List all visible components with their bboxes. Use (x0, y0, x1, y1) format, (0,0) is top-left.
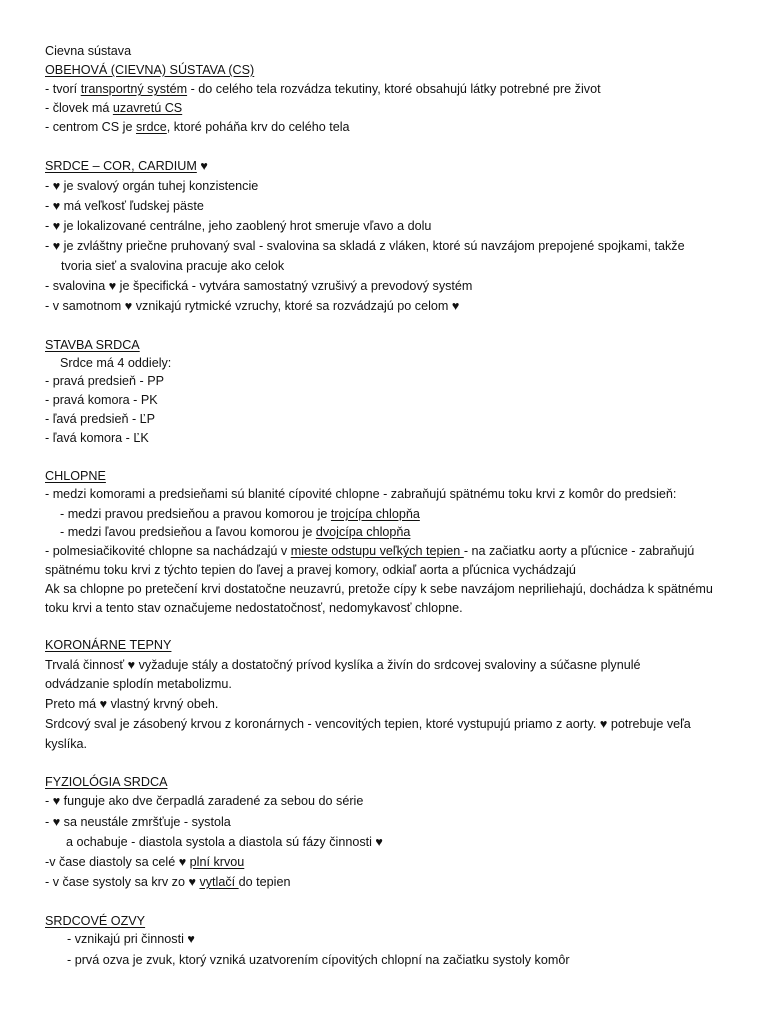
text-line: - prvá ozva je zvuk, ktorý vzniká uzatvorením cípovitých chlopní na začiatku systoly komôr (67, 953, 570, 967)
text-line: - ♥ funguje ako dve čerpadlá zaradené za sebou do série (45, 794, 364, 808)
text-line: Srdcový sval je zásobený krvou z koronárnych - vencovitých tepien, ktoré vystupujú priamo z aorty. ♥ potrebuje veľa (45, 717, 691, 731)
text-line (45, 854, 244, 870)
text-run: - v čase systoly sa krv zo ♥ (45, 875, 200, 889)
text-line: Cievna sústava (45, 44, 132, 58)
underlined-text: OBEHOVÁ (CIEVNA) SÚSTAVA (CS) (45, 63, 255, 77)
text-run: ♥ (196, 159, 208, 173)
text-run: - tvorí (45, 82, 81, 96)
text-line: toku krvi a tento stav označujeme nedostatočnosť, nedomykavosť chlopne. (45, 601, 463, 615)
underlined-text: srdce (135, 120, 167, 134)
text-line (45, 874, 290, 890)
text-line: spätnému toku krvi z týchto tepien do ľavej a pravej komory, odkiaľ aorta a pľúcnica vychádzajú (45, 563, 576, 577)
underlined-text: uzavretú CS (112, 101, 183, 115)
text-line (45, 543, 694, 559)
text-run: - medzi pravou predsieňou a pravou komorou je (60, 507, 331, 521)
underlined-text: STAVBA SRDCA (45, 338, 140, 352)
text-run: - do celého tela rozvádza tekutiny, ktoré obsahujú látky potrebné pre život (187, 82, 601, 96)
text-line (45, 62, 254, 78)
text-run: - na začiatku aorty a pľúcnice - zabraňujú (463, 544, 695, 558)
text-line (45, 337, 140, 353)
text-line: - ♥ je svalový orgán tuhej konzistencie (45, 179, 259, 193)
text-line: - ♥ je lokalizované centrálne, jeho zaoblený hrot smeruje vľavo a dolu (45, 219, 432, 233)
underlined-text: FYZIOLÓGIA SRDCA (45, 775, 168, 789)
text-line: - ♥ má veľkosť ľudskej päste (45, 199, 204, 213)
text-run: - človek má (45, 101, 113, 115)
text-line: Trvalá činnosť ♥ vyžaduje stály a dostatočný prívod kyslíka a živín do srdcovej svaloviny a súčasne plynulé (45, 658, 641, 672)
text-line: Preto má ♥ vlastný krvný obeh. (45, 697, 219, 711)
underlined-text: SRDCE – COR, CARDIUM (45, 159, 197, 173)
text-line: - vznikajú pri činnosti ♥ (67, 932, 195, 946)
text-line: - v samotnom ♥ vznikajú rytmické vzruchy, ktoré sa rozvádzajú po celom ♥ (45, 299, 460, 313)
text-line (60, 506, 420, 522)
text-line: - ♥ sa neustále zmršťuje - systola (45, 815, 231, 829)
text-line (45, 774, 167, 790)
underlined-text: vytlačí (199, 875, 239, 889)
text-line: a ochabuje - diastola systola a diastola sú fázy činnosti ♥ (66, 835, 383, 849)
text-run: - centrom CS je (45, 120, 136, 134)
text-run: do tepien (238, 875, 291, 889)
text-line: kyslíka. (45, 737, 87, 751)
text-run: -v čase diastoly sa celé ♥ (45, 855, 190, 869)
text-line (60, 524, 410, 540)
underlined-text: mieste odstupu veľkých tepien (290, 544, 464, 558)
text-line (45, 100, 182, 116)
underlined-text: transportný systém (80, 82, 188, 96)
text-line (45, 913, 145, 929)
text-line: tvoria sieť a svalovina pracuje ako celok (61, 259, 285, 273)
text-line: - medzi komorami a predsieňami sú blanité cípovité chlopne - zabraňujú spätnému toku krvi z komôr do predsieň: (45, 487, 677, 501)
text-run: - polmesiačikovité chlopne sa nachádzajú v (45, 544, 291, 558)
underlined-text: trojcípa chlopňa (330, 507, 420, 521)
text-line (45, 468, 106, 484)
text-line (45, 637, 171, 653)
text-line: - svalovina ♥ je špecifická - vytvára samostatný vzrušivý a prevodový systém (45, 279, 473, 293)
text-run: - medzi ľavou predsieňou a ľavou komorou je (60, 525, 316, 539)
text-line (45, 158, 208, 174)
underlined-text: plní krvou (189, 855, 245, 869)
text-line: - ľavá komora - ĽK (45, 431, 149, 445)
underlined-text: CHLOPNE (45, 469, 106, 483)
text-line (45, 119, 350, 135)
underlined-text: dvojcípa chlopňa (315, 525, 411, 539)
text-line: Ak sa chlopne po pretečení krvi dostatočne neuzavrú, pretože cípy k sebe navzájom nepriliehajú, dochádza k spätnému (45, 582, 713, 596)
text-line: odvádzanie splodín metabolizmu. (45, 677, 232, 691)
underlined-text: KORONÁRNE TEPNY (45, 638, 172, 652)
text-line: - ľavá predsieň - ĽP (45, 412, 156, 426)
text-line (45, 81, 601, 97)
text-line: - pravá predsieň - PP (45, 374, 164, 388)
text-line: Srdce má 4 oddiely: (60, 356, 172, 370)
text-line: - ♥ je zvláštny priečne pruhovaný sval - svalovina sa skladá z vláken, ktoré sú navzájom prepojené spojkami, takže (45, 239, 685, 253)
underlined-text: SRDCOVÉ OZVY (45, 914, 146, 928)
text-run: , ktoré poháňa krv do celého tela (166, 120, 350, 134)
text-line: - pravá komora - PK (45, 393, 158, 407)
